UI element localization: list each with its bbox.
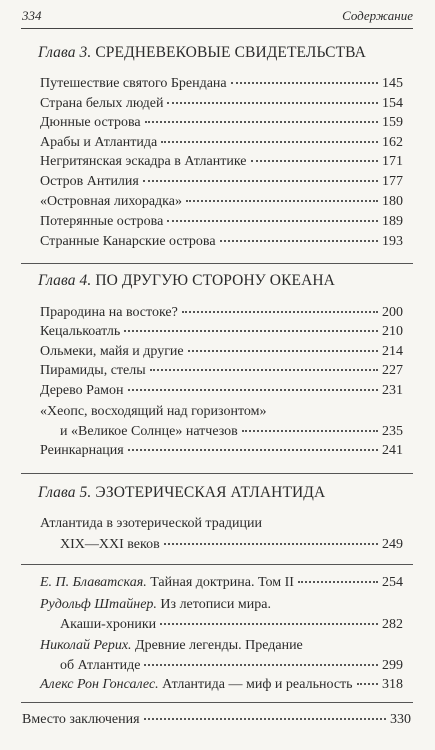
entry-page: 177 <box>382 174 403 189</box>
entry-page: 227 <box>382 363 403 378</box>
toc-entry <box>40 361 403 381</box>
toc-entry <box>40 74 403 94</box>
dot-leader <box>143 180 378 182</box>
entry-title: Арабы и Атлантида <box>40 135 158 150</box>
dot-leader <box>188 350 378 352</box>
entry-page: 180 <box>382 194 403 209</box>
dot-leader <box>164 543 378 545</box>
entry-page: 162 <box>382 135 403 150</box>
chapter-number: Глава 3. <box>38 44 92 61</box>
entry-title: Реинкарнация <box>40 443 124 458</box>
section-divider <box>21 702 413 703</box>
toc-entry-line1: «Хеопс, восходящий над горизонтом» <box>40 404 267 419</box>
running-title: Содержание <box>342 8 413 23</box>
entry-page: 159 <box>382 115 403 130</box>
entry-page: 171 <box>382 154 403 169</box>
entry-page: 189 <box>382 214 403 229</box>
entry-work: Тайная доктрина. Том II <box>150 575 294 590</box>
toc-entry <box>60 615 403 635</box>
chapter-4-heading <box>38 272 407 290</box>
entry-page: 241 <box>382 443 403 458</box>
toc-entry <box>40 232 403 252</box>
chapter-number: Глава 5. <box>38 484 92 501</box>
chapter-title: ЭЗОТЕРИЧЕСКАЯ АТЛАНТИДА <box>95 484 326 501</box>
entry-title: Странные Канарские острова <box>40 234 216 249</box>
entry-work: Древние легенды. Предание <box>135 638 303 653</box>
entry-page: 249 <box>382 537 403 552</box>
section-divider <box>21 564 413 565</box>
entry-title <box>40 675 353 695</box>
dot-leader <box>220 240 378 242</box>
entry-title: Потерянные острова <box>40 214 164 229</box>
entry-title: Акаши-хроники <box>60 617 157 632</box>
entry-page: 254 <box>382 575 403 590</box>
page-number: 334 <box>22 8 42 23</box>
entry-title: Ольмеки, майя и другие <box>40 344 184 359</box>
entry-page: 235 <box>382 424 403 439</box>
toc-entry <box>40 212 403 232</box>
entry-title: Дерево Рамон <box>40 383 124 398</box>
toc-entry <box>60 422 403 442</box>
toc-entry-line1 <box>40 636 303 656</box>
toc-entry <box>40 113 403 133</box>
entry-page: 200 <box>382 305 403 320</box>
dot-leader <box>124 330 378 332</box>
section-divider <box>21 263 413 264</box>
toc-entry <box>40 322 403 342</box>
entry-title: Остров Антилия <box>40 174 139 189</box>
toc-entry-line1: Атлантида в эзотерической традиции <box>40 516 263 531</box>
chapter-3-heading <box>38 44 407 62</box>
toc-entry <box>40 192 403 212</box>
toc-entry <box>60 656 403 676</box>
dot-leader <box>298 581 378 583</box>
entry-page: 282 <box>382 617 403 632</box>
toc-entry <box>40 573 403 593</box>
dot-leader <box>128 449 378 451</box>
toc-entry <box>40 441 403 461</box>
toc-entry <box>40 172 403 192</box>
entry-title: об Атлантиде <box>60 658 141 673</box>
toc-entry <box>40 152 403 172</box>
dot-leader <box>128 389 378 391</box>
chapter-title: СРЕДНЕВЕКОВЫЕ СВИДЕТЕЛЬСТВА <box>95 44 366 61</box>
entry-work: Из летописи мира. <box>160 597 271 612</box>
dot-leader <box>186 200 378 202</box>
entry-title: «Островная лихорадка» <box>40 194 182 209</box>
entry-title: Пирамиды, стелы <box>40 363 146 378</box>
entry-author: Е. П. Блаватская. <box>40 575 147 590</box>
entry-page: 231 <box>382 383 403 398</box>
toc-entry <box>40 94 403 114</box>
entry-page: 299 <box>382 658 403 673</box>
entry-page: 210 <box>382 324 403 339</box>
chapter-title: ПО ДРУГУЮ СТОРОНУ ОКЕАНА <box>95 272 335 289</box>
toc-entry <box>40 342 403 362</box>
entry-title: Путешествие святого Брендана <box>40 76 227 91</box>
toc-entry-line1 <box>40 595 271 615</box>
entry-title: Страна белых людей <box>40 96 164 111</box>
entry-title: Дюнные острова <box>40 115 141 130</box>
section-divider <box>21 473 413 474</box>
dot-leader <box>145 121 378 123</box>
entry-page: 193 <box>382 234 403 249</box>
entry-title: Вместо заключения <box>22 712 140 727</box>
entry-work: Атлантида — миф и реальность <box>162 677 353 692</box>
entry-page: 154 <box>382 96 403 111</box>
dot-leader <box>160 623 378 625</box>
entry-author: Николай Рерих. <box>40 638 132 653</box>
dot-leader <box>144 664 378 666</box>
dot-leader <box>251 160 378 162</box>
entry-page: 214 <box>382 344 403 359</box>
entry-page: 330 <box>390 712 411 727</box>
dot-leader <box>161 141 378 143</box>
toc-entry <box>40 133 403 153</box>
entry-title: Негритянская эскадра в Атлантике <box>40 154 247 169</box>
entry-page: 318 <box>382 677 403 692</box>
dot-leader <box>167 102 378 104</box>
toc-entry <box>40 303 403 323</box>
dot-leader <box>231 82 378 84</box>
entry-title: Кецалькоатль <box>40 324 121 339</box>
entry-title: и «Великое Солнце» натчезов <box>60 424 238 439</box>
toc-entry <box>40 675 403 695</box>
entry-page: 145 <box>382 76 403 91</box>
dot-leader <box>144 718 386 720</box>
entry-title <box>40 573 294 593</box>
dot-leader <box>182 311 378 313</box>
toc-entry-conclusion <box>22 710 411 730</box>
page-header <box>21 4 413 29</box>
dot-leader <box>357 683 378 685</box>
toc-entry <box>60 535 403 555</box>
chapter-5-heading <box>38 484 407 502</box>
toc-entry <box>40 381 403 401</box>
dot-leader <box>150 369 378 371</box>
dot-leader <box>167 220 378 222</box>
chapter-number: Глава 4. <box>38 272 92 289</box>
entry-title: Прародина на востоке? <box>40 305 178 320</box>
dot-leader <box>242 430 378 432</box>
entry-author: Алекс Рон Гонсалес. <box>40 677 159 692</box>
entry-title: XIX—XXI веков <box>60 537 160 552</box>
entry-author: Рудольф Штайнер. <box>40 597 157 612</box>
